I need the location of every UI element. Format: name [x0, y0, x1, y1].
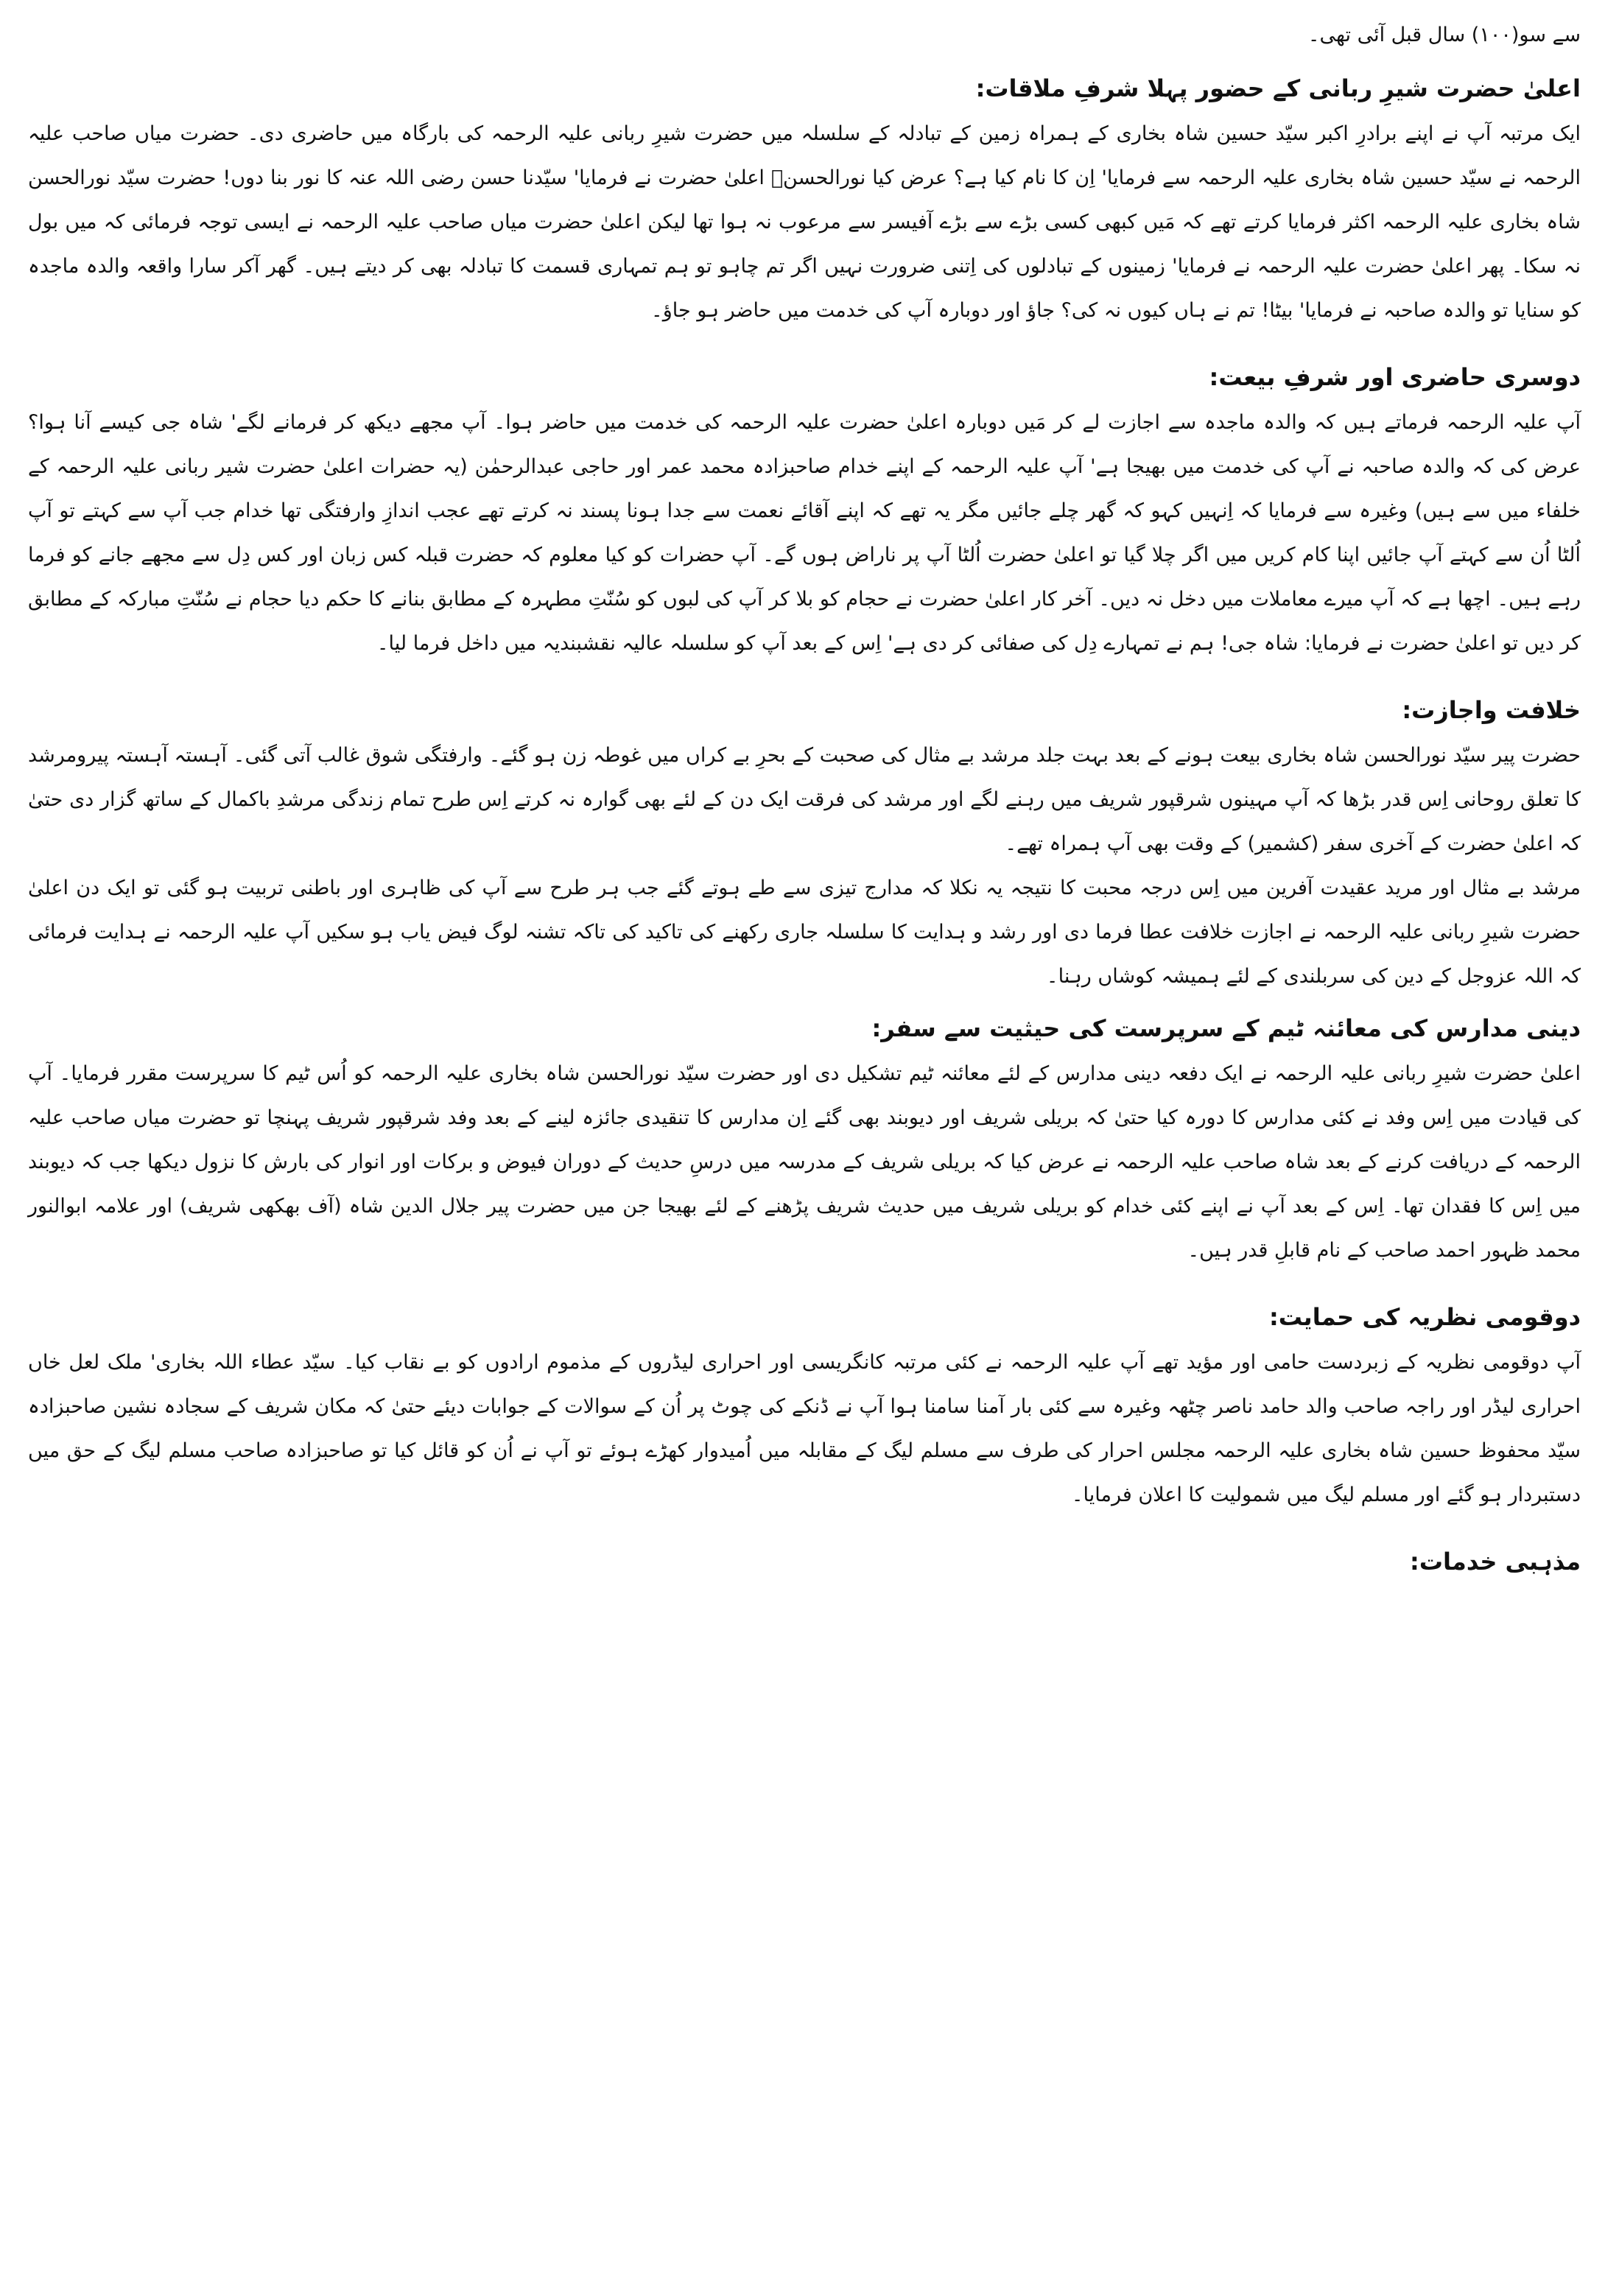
intro-line: سے سو(١٠٠) سال قبل آئی تھی۔ [1307, 24, 1581, 46]
paragraph-first-meeting: ایک مرتبہ آپ نے اپنے برادرِ اکبر سیّد حسین شاہ بخاری کے ہمراہ زمین کے تبادلہ کے سلسلہ میں حضرت شیرِ ربانی علیہ الرحمہ کی بارگاہ میں حاضری دی۔ حضرت میاں صاحب علیہ الرحمہ نے سیّد حسین شاہ بخاری علیہ الرحمہ سے فرمایا' اِن کا نام کیا ہے؟ عرض کیا نورالحسنؒ اعلیٰ حضرت نے فرمایا' سیّدنا حسن رضی اللہ عنہ کا نور بنا دوں! حضرت سیّد نورالحسن شاہ بخاری علیہ الرحمہ اکثر فرمایا کرتے تھے کہ مَیں کبھی کسی بڑے سے بڑے آفیسر سے مرعوب نہ ہوا تھا لیکن اعلیٰ حضرت میاں صاحب علیہ الرحمہ نے ایسی توجہ فرمائی کہ میں بول نہ سکا۔ پھر اعلیٰ حضرت علیہ الرحمہ نے فرمایا' زمینوں کے تبادلوں کی اِتنی ضرورت نہیں اگر تم چاہو تو ہم تمہاری قسمت کا تبادلہ بھی کر دیتے ہیں۔ گھر آکر سارا واقعہ والدہ ماجدہ کو سنایا تو والدہ صاحبہ نے فرمایا' بیٹا! تم نے ہاں کیوں نہ کی؟ جاؤ اور دوبارہ آپ کی خدمت میں حاضر ہو جاؤ۔ [28, 122, 1581, 322]
section-heading-two-nation: دوقومی نظریہ کی حمایت: [1269, 1303, 1581, 1331]
paragraph-second-visit: آپ علیہ الرحمہ فرماتے ہیں کہ والدہ ماجدہ سے اجازت لے کر مَیں دوبارہ اعلیٰ حضرت علیہ الرحمہ کی خدمت میں حاضر ہوا۔ آپ مجھے دیکھ کر فرمانے لگے' شاہ جی کیسے آنا ہوا؟ عرض کی کہ والدہ صاحبہ نے آپ کی خدمت میں بھیجا ہے' آپ علیہ الرحمہ کے اپنے خدام صاحبزادہ محمد عمر اور حاجی عبدالرحمٰن (یہ حضرات اعلیٰ حضرت شیر ربانی علیہ الرحمہ کے خلفاء میں سے ہیں) وغیرہ سے فرمایا کہ اِنہیں کہو کہ گھر چلے جائیں مگر یہ تھے کہ اپنے آقائے نعمت سے جدا ہونا پسند نہ کرتے تھے عجب اندازِ وارفتگی تھا خدام جب آپ سے کہتے تو آپ اُلٹا اُن سے کہتے آپ جائیں اپنا کام کریں میں اگر چلا گیا تو اعلیٰ حضرت اُلٹا آپ پر ناراض ہوں گے۔ آپ حضرات کو کیا معلوم کہ حضرت قبلہ کس زبان اور کس دِل سے مجھے جانے کو فرما رہے ہیں۔ اچھا ہے کہ آپ میرے معاملات میں دخل نہ دیں۔ آخر کار اعلیٰ حضرت نے حجام کو بلا کر آپ کی لبوں کو سُنّتِ مطہرہ کے مطابق بنانے کا حکم دیا حجام نے سُنّتِ مبارکہ کے مطابق کر دیں تو اعلیٰ حضرت نے فرمایا: شاہ جی! ہم نے تمہارے دِل کی صفائی کر دی ہے' اِس کے بعد آپ کو سلسلہ عالیہ نقشبندیہ میں داخل فرما لیا۔ [28, 411, 1581, 655]
section-heading-religious-services: مذہبی خدمات: [1410, 1548, 1581, 1576]
paragraph-two-nation: آپ دوقومی نظریہ کے زبردست حامی اور مؤید تھے آپ علیہ الرحمہ نے کئی مرتبہ کانگریسی اور احراری لیڈروں کے مذموم ارادوں کو بے نقاب کیا۔ سیّد عطاء اللہ بخاری' ملک لعل خاں احراری لیڈر اور راجہ صاحب والد حامد ناصر چٹھہ وغیرہ سے کئی بار آمنا سامنا ہوا آپ نے ڈنکے کی چوٹ پر اُن کے سوالات کے جوابات دیئے حتیٰ کہ مکان شریف کے سجادہ نشین صاحبزادہ سیّد محفوظ حسین شاہ بخاری علیہ الرحمہ مجلس احرار کی طرف سے مسلم لیگ کے مقابلہ میں اُمیدوار کھڑے ہوئے تو آپ نے اُن کو قائل کیا تو صاحبزادہ صاحب مسلم لیگ کے حق میں دستبردار ہو گئے اور مسلم لیگ میں شمولیت کا اعلان فرمایا۔ [28, 1351, 1581, 1506]
section-heading-khilafat: خلافت واجازت: [1402, 696, 1581, 724]
paragraph-madaris-trip: اعلیٰ حضرت شیرِ ربانی علیہ الرحمہ نے ایک دفعہ دینی مدارس کے لئے معائنہ ٹیم تشکیل دی اور حضرت سیّد نورالحسن شاہ بخاری علیہ الرحمہ کو اُس ٹیم کا سرپرست مقرر فرمایا۔ آپ کی قیادت میں اِس وفد نے کئی مدارس کا دورہ کیا حتیٰ کہ بریلی شریف اور دیوبند بھی گئے اِن مدارس کا تنقیدی جائزہ لینے کے بعد وفد شرقپور شریف پہنچا تو حضرت میاں صاحب علیہ الرحمہ کے دریافت کرنے کے بعد شاہ صاحب علیہ الرحمہ نے عرض کیا کہ بریلی شریف کے مدرسہ میں درسِ حدیث کے دوران فیوض و برکات اور انوار کی بارش کا نزول دیکھا جب کہ دیوبند میں اِس کا فقدان تھا۔ اِس کے بعد آپ نے اپنے کئی خدام کو بریلی شریف میں حدیث شریف پڑھنے کے لئے بھیجا جن میں حضرت پیر جلال الدین شاہ (آف بھکھی شریف) اور علامہ ابوالنور محمد ظہور احمد صاحب کے نام قابلِ قدر ہیں۔ [28, 1062, 1581, 1262]
paragraph-khilafat-1: حضرت پیر سیّد نورالحسن شاہ بخاری بیعت ہونے کے بعد بہت جلد مرشد بے مثال کی صحبت کے بحرِ بے کراں میں غوطہ زن ہو گئے۔ وارفتگی شوق غالب آتی گئی۔ آہستہ آہستہ پیرومرشد کا تعلق روحانی اِس قدر بڑھا کہ آپ مہینوں شرقپور شریف میں رہنے لگے اور مرشد کی فرقت ایک دن کے لئے بھی گوارہ نہ کرتے اِس طرح تمام زندگی مرشدِ باکمال کے ساتھ گزار دی حتیٰ کہ اعلیٰ حضرت کے آخری سفر (کشمیر) کے وقت بھی آپ ہمراہ تھے۔ [28, 744, 1581, 855]
section-heading-madaris-trip: دینی مدارس کی معائنہ ٹیم کے سرپرست کی حیثیت سے سفر: [871, 1014, 1581, 1042]
section-heading-second-visit: دوسری حاضری اور شرفِ بیعت: [1209, 363, 1581, 391]
section-heading-first-meeting: اعلیٰ حضرت شیرِ ربانی کے حضور پہلا شرفِ ملاقات: [975, 74, 1581, 102]
document-page [28, 13, 1581, 1585]
paragraph-khilafat-2: مرشد بے مثال اور مرید عقیدت آفرین میں اِس درجہ محبت کا نتیجہ یہ نکلا کہ مدارج تیزی سے طے ہوتے گئے جب ہر طرح سے آپ کی ظاہری اور باطنی تربیت ہو گئی تو ایک دن اعلیٰ حضرت شیرِ ربانی علیہ الرحمہ نے اجازت خلافت عطا فرما دی اور رشد و ہدایت کا سلسلہ جاری رکھنے کی تاکید کی تاکہ تشنہ لوگ فیض یاب ہو سکیں آپ علیہ الرحمہ نے ہدایت فرمائی کہ اللہ عزوجل کے دین کی سربلندی کے لئے ہمیشہ کوشاں رہنا۔ [28, 877, 1581, 988]
